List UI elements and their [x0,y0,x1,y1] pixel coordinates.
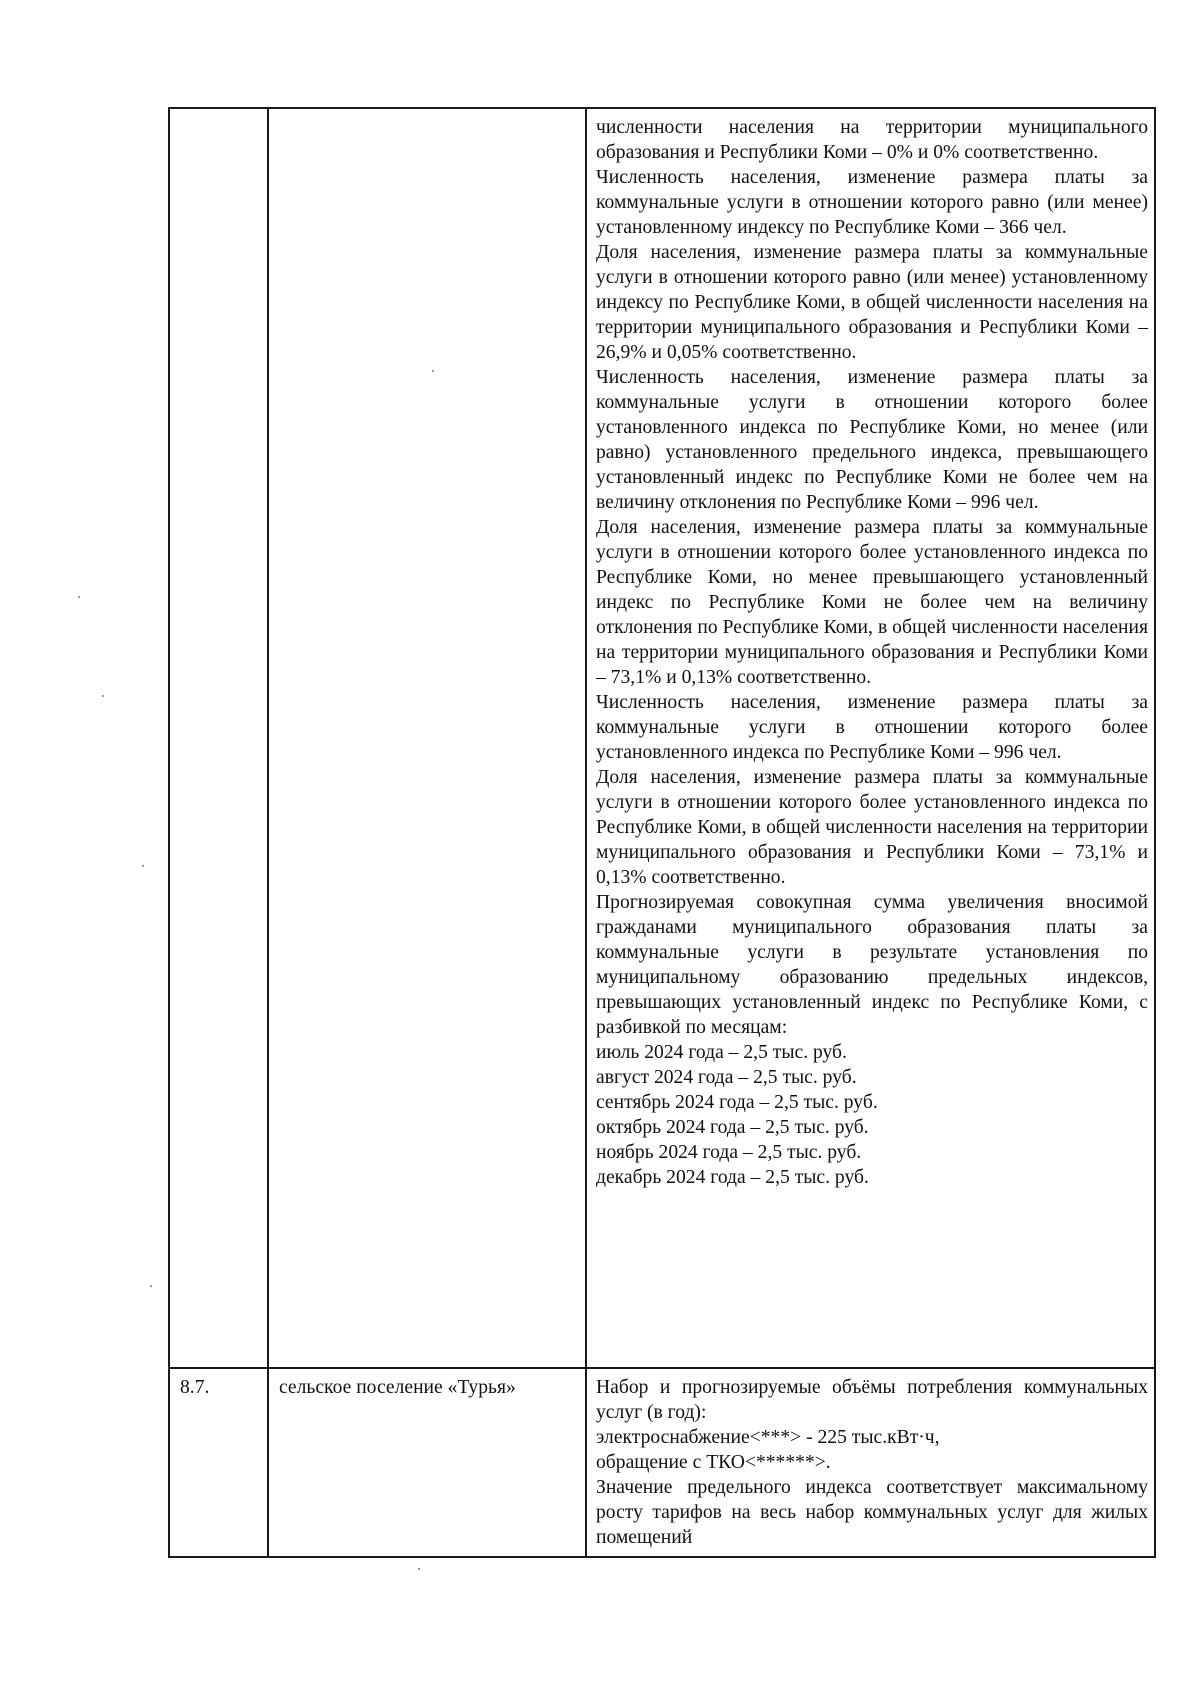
paragraph: Доля населения, изменение размера платы за коммунальные услуги в отношении которого более установленного индекса по Республике Коми, но менее превышающего установленный индекс по Республике Коми не более чем на величину отклонения по Республике Коми, в общей численности населения на территории муниципального образования и Республики Коми – 73,1% и 0,13% соответственно. [596,517,1148,688]
paragraph: численности населения на территории муниципального образования и Республики Коми – 0% и 0% соответственно. [596,117,1148,163]
service-volume: обращение с ТКО<******>. [596,1452,831,1473]
paragraph: Набор и прогнозируемые объёмы потребления коммунальных услуг (в год): [596,1377,1148,1423]
paragraph: Значение предельного индекса соответствует максимальному росту тарифов на весь набор коммунальных услуг для жилых помещений [596,1477,1148,1548]
municipal-index-table [168,107,1156,1558]
municipality-cell [268,1368,586,1557]
paragraph: Прогнозируемая совокупная сумма увеличения вносимой гражданами муниципального образования платы за коммунальные услуги в результате установления по муниципальному образованию предельных индексов, превышающих установленный индекс по Республике Коми, с разбивкой по месяцам: [596,892,1148,1038]
paragraph: Численность населения, изменение размера платы за коммунальные услуги в отношении которого более установленного индекса по Республике Коми, но менее (или равно) установленного предельного индекса, превышающего установленный индекс по Республике Коми не более чем на величину отклонения по Республике Коми – 996 чел. [596,367,1148,513]
municipality-cell [268,108,586,1368]
monthly-amount: июль 2024 года – 2,5 тыс. руб. [596,1042,847,1063]
monthly-amount: август 2024 года – 2,5 тыс. руб. [596,1067,857,1088]
monthly-amount: декабрь 2024 года – 2,5 тыс. руб. [596,1167,869,1188]
monthly-amount: сентябрь 2024 года – 2,5 тыс. руб. [596,1092,878,1113]
paragraph: Доля населения, изменение размера платы за коммунальные услуги в отношении которого равно (или менее) установленному индексу по Республике Коми, в общей численности населения на территории муниципального образования и Республики Коми – 26,9% и 0,05% соответственно. [596,242,1148,363]
row-number-cell [169,108,268,1368]
monthly-amount: ноябрь 2024 года – 2,5 тыс. руб. [596,1142,862,1163]
table-row [169,1368,1155,1557]
scan-speck [102,695,104,697]
scan-speck [418,1568,420,1570]
description-cell [586,108,1155,1368]
scan-speck [432,370,434,372]
scan-speck [142,865,144,867]
scan-speck [150,1285,152,1287]
monthly-amount: октябрь 2024 года – 2,5 тыс. руб. [596,1117,869,1138]
municipality-name [269,109,585,121]
paragraph: Численность населения, изменение размера платы за коммунальные услуги в отношении которого равно (или менее) установленному индексу по Республике Коми – 366 чел. [596,167,1148,238]
description-cell [586,1368,1155,1557]
municipality-name: сельское поселение «Турья» [279,1377,516,1398]
row-number-cell [169,1368,268,1557]
paragraph: Численность населения, изменение размера платы за коммунальные услуги в отношении которого более установленного индекса по Республике Коми – 996 чел. [596,692,1148,763]
paragraph: Доля населения, изменение размера платы за коммунальные услуги в отношении которого более установленного индекса по Республике Коми, в общей численности населения на территории муниципального образования и Республики Коми – 73,1% и 0,13% соответственно. [596,767,1148,888]
row-number: 8.7. [180,1377,210,1398]
row-number [170,109,267,121]
table-row [169,108,1155,1368]
scan-speck [78,596,80,598]
service-volume: электроснабжение<***> - 225 тыс.кВт·ч, [596,1427,940,1448]
